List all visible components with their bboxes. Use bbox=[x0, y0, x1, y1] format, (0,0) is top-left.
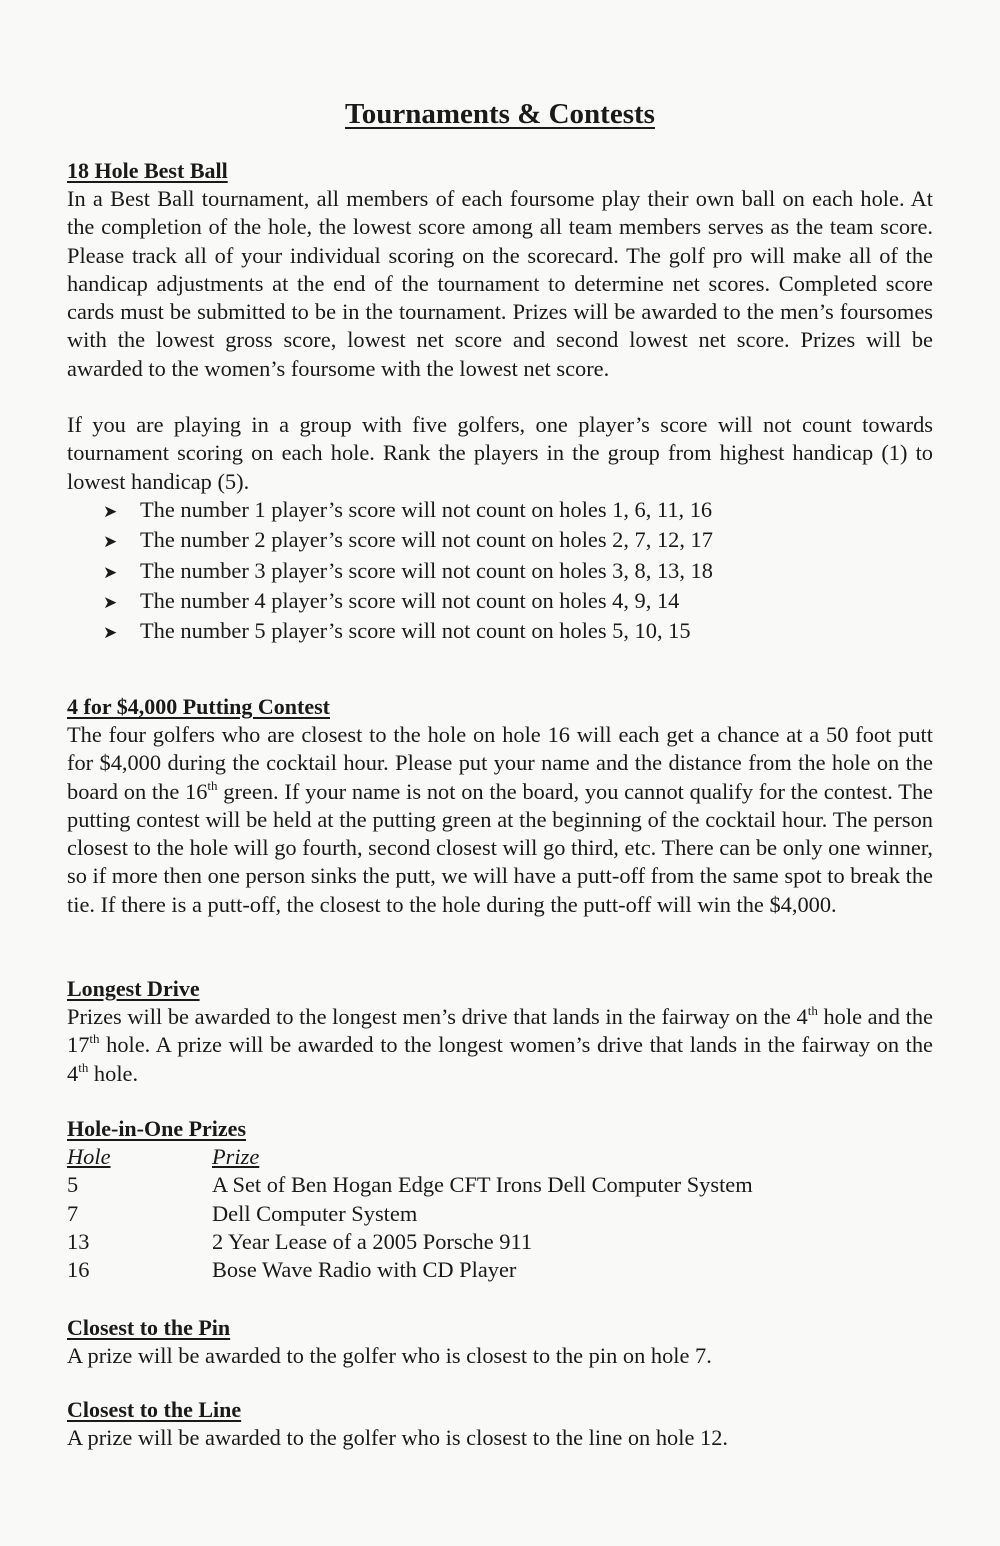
arrowhead-bullet-icon: ➤ bbox=[103, 623, 118, 643]
table-row bbox=[67, 1171, 753, 1199]
section-hole-in-one bbox=[67, 1115, 933, 1284]
arrowhead-bullet-icon: ➤ bbox=[103, 592, 118, 612]
section-longest-drive bbox=[67, 975, 933, 1088]
hole-cell: 13 bbox=[67, 1228, 90, 1254]
prize-cell: 2 Year Lease of a 2005 Porsche 911 bbox=[212, 1228, 533, 1254]
handicap-rule-list bbox=[67, 496, 933, 647]
list-item bbox=[103, 617, 933, 647]
table-row bbox=[67, 1228, 753, 1256]
prize-cell: A Set of Ben Hogan Edge CFT Irons Dell Computer System bbox=[212, 1172, 753, 1198]
five-golfers-paragraph: If you are playing in a group with five golfers, one player’s score will not count towards tournament scoring on each hole. Rank the players in the group from highest handicap (1) to lowest handicap (5). bbox=[67, 412, 933, 494]
hole-in-one-table bbox=[67, 1143, 753, 1284]
text-run: Prizes will be awarded to the longest men’s drive that lands in the fairway on the 4 bbox=[67, 1004, 808, 1029]
section-heading: Hole-in-One Prizes bbox=[67, 1116, 247, 1141]
closest-pin-paragraph: A prize will be awarded to the golfer who is closest to the pin on hole 7. bbox=[67, 1343, 712, 1368]
list-item-text: The number 5 player’s score will not count on holes 5, 10, 15 bbox=[140, 618, 691, 644]
closest-line-paragraph: A prize will be awarded to the golfer who is closest to the line on hole 12. bbox=[67, 1425, 728, 1450]
section-heading: Closest to the Line bbox=[67, 1397, 242, 1422]
page-title-text: Tournaments & Contests bbox=[345, 98, 655, 130]
hole-cell: 16 bbox=[67, 1257, 90, 1283]
list-item bbox=[103, 587, 933, 617]
section-heading: 4 for $4,000 Putting Contest bbox=[67, 694, 330, 719]
section-putting-contest bbox=[67, 693, 933, 919]
hole-cell: 7 bbox=[67, 1200, 79, 1226]
section-heading: 18 Hole Best Ball bbox=[67, 158, 228, 183]
longest-drive-paragraph bbox=[67, 1003, 933, 1088]
ordinal-suffix: th bbox=[89, 1031, 100, 1047]
text-run: The four golfers who are closest to the hole on hole 16 will each get a chance at a 50 foot putt for $4,000 during the cocktail hour. Please put your name and the distance from the hole on the board on the 16 bbox=[67, 722, 933, 804]
text-run: hole and the 17 bbox=[67, 1004, 933, 1058]
best-ball-paragraph: In a Best Ball tournament, all members of each foursome play their own ball on each hole. At the completion of the hole, the lowest score among all team members serves as the team score. Please track all of your individual scoring on the scorecard. The golf pro will make all of the handicap adjustments at the end of the tournament to determine net scores. Completed score cards must be submitted to be in the tournament. Prizes will be awarded to the men’s foursomes with the lowest gross score, lowest net score and second lowest net score. Prizes will be awarded to the women’s foursome with the lowest net score. bbox=[67, 186, 933, 381]
list-item bbox=[103, 557, 933, 587]
arrowhead-bullet-icon: ➤ bbox=[103, 532, 118, 552]
text-run: green. If your name is not on the board, you cannot qualify for the contest. The putting contest will be held at the putting green at the beginning of the cocktail hour. The person closest to the hole will go fourth, second closest will go third, etc. There can be only one winner, so if more then one person sinks the putt, we will have a putt-off from the same spot to break the tie. If there is a putt-off, the closest to the hole during the putt-off will win the $4,000. bbox=[67, 778, 933, 917]
list-item-text: The number 1 player’s score will not count on holes 1, 6, 11, 16 bbox=[140, 496, 713, 522]
section-heading: Closest to the Pin bbox=[67, 1315, 231, 1340]
list-item-text: The number 3 player’s score will not count on holes 3, 8, 13, 18 bbox=[140, 557, 713, 583]
column-header-text: Hole bbox=[67, 1144, 111, 1169]
prize-cell: Dell Computer System bbox=[212, 1200, 418, 1226]
list-item bbox=[103, 526, 933, 556]
ordinal-suffix: th bbox=[207, 777, 218, 793]
ordinal-suffix: th bbox=[807, 1003, 818, 1018]
text-run: hole. A prize will be awarded to the longest women’s drive that lands in the fairway on the 4 bbox=[67, 1032, 933, 1086]
putting-paragraph bbox=[67, 721, 933, 919]
column-header-text: Prize bbox=[212, 1144, 260, 1169]
section-best-ball bbox=[67, 157, 933, 647]
ordinal-suffix: th bbox=[78, 1059, 89, 1075]
section-closest-to-line bbox=[67, 1396, 933, 1452]
text-run: hole. bbox=[88, 1060, 139, 1086]
column-header-hole bbox=[67, 1143, 212, 1171]
table-row bbox=[67, 1256, 753, 1284]
section-closest-to-pin bbox=[67, 1314, 933, 1370]
list-item bbox=[103, 496, 933, 526]
table-row bbox=[67, 1200, 753, 1228]
list-item-text: The number 2 player’s score will not count on holes 2, 7, 12, 17 bbox=[140, 527, 713, 553]
arrowhead-bullet-icon: ➤ bbox=[103, 501, 118, 521]
arrowhead-bullet-icon: ➤ bbox=[103, 562, 118, 582]
section-heading: Longest Drive bbox=[67, 976, 200, 1001]
page-title bbox=[67, 96, 933, 132]
prize-cell: Bose Wave Radio with CD Player bbox=[212, 1257, 517, 1283]
hole-cell: 5 bbox=[67, 1172, 79, 1198]
list-item-text: The number 4 player’s score will not count on holes 4, 9, 14 bbox=[140, 587, 680, 613]
table-header-row bbox=[67, 1143, 753, 1171]
column-header-prize bbox=[212, 1143, 753, 1171]
